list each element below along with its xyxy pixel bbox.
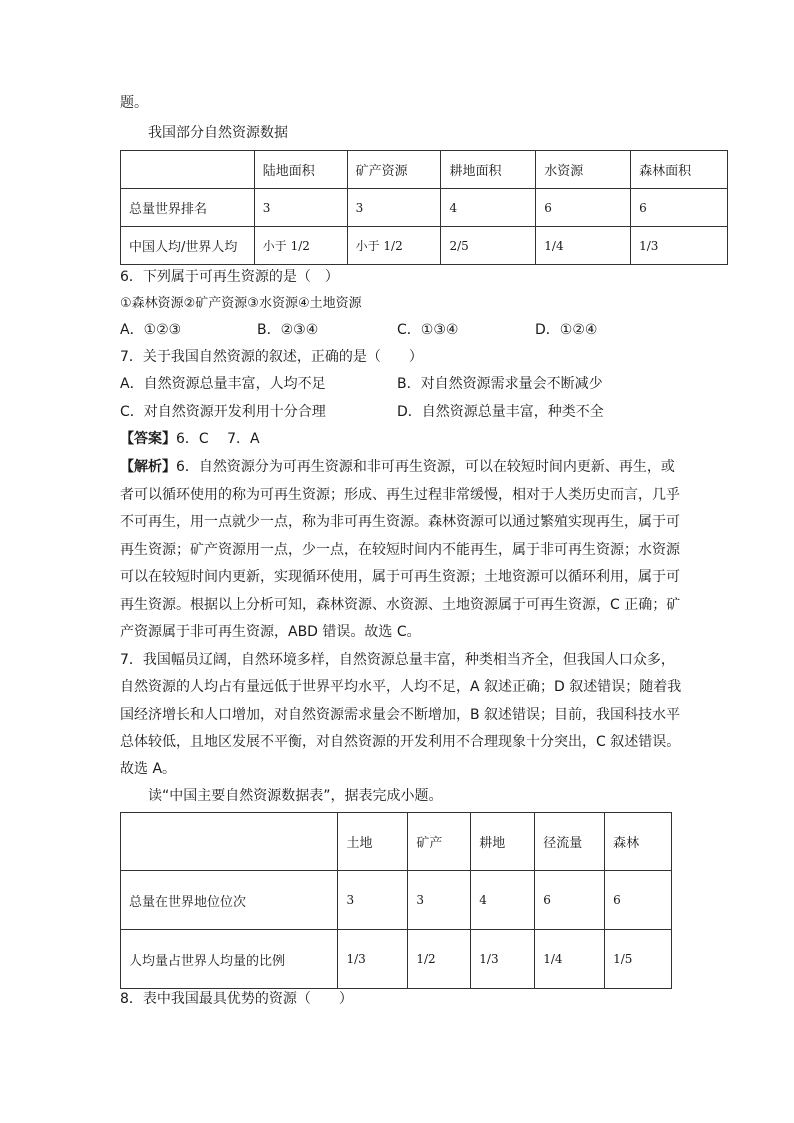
answer-text: 6．C 7．A xyxy=(176,431,260,447)
q6-stem: 6．下列属于可再生资源的是（ ） xyxy=(120,269,339,285)
table-row xyxy=(121,227,728,265)
table-header: 矿产 xyxy=(408,813,471,871)
analysis-line: 产资源属于非可再生资源，ABD 错误。故选 C。 xyxy=(120,624,421,640)
analysis-line: 故选 A。 xyxy=(120,761,177,777)
q7-option-c: C．对自然资源开发利用十分合理 xyxy=(120,404,326,420)
analysis-line: 再生资源。根据以上分析可知，森林资源、水资源、土地资源属于可再生资源，C 正确；矿 xyxy=(120,597,681,613)
q7-option-b: B．对自然资源需求量会不断减少 xyxy=(397,376,603,392)
table-cell: 1/5 xyxy=(605,930,672,989)
table2-intro: 读“中国主要自然资源数据表”，据表完成小题。 xyxy=(148,788,443,804)
table-header: 陆地面积 xyxy=(254,151,347,189)
table-cell: 6 xyxy=(605,871,672,930)
row-label: 人均量占世界人均量的比例 xyxy=(121,930,338,989)
table-cell: 4 xyxy=(471,871,535,930)
analysis-line xyxy=(120,458,675,476)
table-row xyxy=(121,151,728,189)
answer-label: 【答案】 xyxy=(120,431,176,447)
table-row xyxy=(121,871,672,930)
analysis-line: 再生资源；矿产资源用一点，少一点，在较短时间内不能再生，属于非可再生资源；水资源 xyxy=(120,542,680,558)
table-cell: 1/2 xyxy=(408,930,471,989)
q6-items: ①森林资源②矿产资源③水资源④土地资源 xyxy=(120,296,362,311)
table-cell: 1/4 xyxy=(536,227,631,265)
table-cell: 3 xyxy=(347,189,441,227)
table-cell: 小于 1/2 xyxy=(347,227,441,265)
table-row xyxy=(121,813,672,871)
table-cell: 6 xyxy=(536,189,631,227)
q6-option-c: C．①③④ xyxy=(397,322,459,338)
analysis-text: 6．自然资源分为可再生资源和非可再生资源，可以在较短时间内更新、再生，或 xyxy=(176,459,675,475)
table-cell: 4 xyxy=(441,189,536,227)
table-header: 森林 xyxy=(605,813,672,871)
table-cell: 1/3 xyxy=(338,930,408,989)
table-header: 森林面积 xyxy=(631,151,728,189)
table-cell: 3 xyxy=(254,189,347,227)
table-row xyxy=(121,930,672,989)
analysis-label: 【解析】 xyxy=(120,459,176,475)
table-cell: 2/5 xyxy=(441,227,536,265)
row-label: 总量在世界地位位次 xyxy=(121,871,338,930)
analysis-line: 自然资源的人均占有量远低于世界平均水平，人均不足，A 叙述正确；D 叙述错误；随着我 xyxy=(120,679,682,695)
analysis-line: 可以在较短时间内更新，实现循环使用，属于可再生资源；土地资源可以循环利用，属于可 xyxy=(120,569,680,585)
table-cell xyxy=(121,813,338,871)
q6-option-b: B．②③④ xyxy=(257,322,319,338)
resource-table-2 xyxy=(120,812,672,989)
q7-option-a: A．自然资源总量丰富，人均不足 xyxy=(120,376,326,392)
table-cell: 小于 1/2 xyxy=(254,227,347,265)
table-row xyxy=(121,189,728,227)
analysis-line: 7．我国幅员辽阔，自然环境多样，自然资源总量丰富，种类相当齐全，但我国人口众多， xyxy=(120,652,675,668)
table-header: 耕地 xyxy=(471,813,535,871)
table-cell: 1/4 xyxy=(535,930,605,989)
table-header: 水资源 xyxy=(536,151,631,189)
table-header: 土地 xyxy=(338,813,408,871)
row-label: 总量世界排名 xyxy=(121,189,255,227)
analysis-line: 国经济增长和人口增加，对自然资源需求量会不断增加，B 叙述错误；目前，我国科技水平 xyxy=(120,707,681,723)
analysis-line: 者可以循环使用的称为可再生资源；形成、再生过程非常缓慢，相对于人类历史而言，几乎 xyxy=(120,487,680,503)
table-cell xyxy=(121,151,255,189)
row-label: 中国人均/世界人均 xyxy=(121,227,255,265)
answer-line xyxy=(120,430,260,448)
table-cell: 6 xyxy=(535,871,605,930)
analysis-line: 总体较低，且地区发展不平衡，对自然资源的开发利用不合理现象十分突出，C 叙述错误。 xyxy=(120,734,681,750)
table-header: 耕地面积 xyxy=(441,151,536,189)
q8-stem: 8．表中我国最具优势的资源（ ） xyxy=(120,991,353,1007)
table-cell: 1/3 xyxy=(631,227,728,265)
top-fragment: 题。 xyxy=(120,95,148,111)
table-cell: 6 xyxy=(631,189,728,227)
table-cell: 3 xyxy=(338,871,408,930)
table-cell: 3 xyxy=(408,871,471,930)
table1-caption: 我国部分自然资源数据 xyxy=(148,125,288,141)
resource-table-1 xyxy=(120,150,728,265)
q6-option-a: A．①②③ xyxy=(120,322,182,338)
table-header: 径流量 xyxy=(535,813,605,871)
q7-option-d: D．自然资源总量丰富，种类不全 xyxy=(397,404,604,420)
q6-option-d: D．①②④ xyxy=(535,322,598,338)
analysis-line: 不可再生，用一点就少一点，称为非可再生资源。森林资源可以通过繁殖实现再生，属于可 xyxy=(120,514,680,530)
q7-stem: 7．关于我国自然资源的叙述，正确的是（ ） xyxy=(120,349,423,365)
table-cell: 1/3 xyxy=(471,930,535,989)
table-header: 矿产资源 xyxy=(347,151,441,189)
